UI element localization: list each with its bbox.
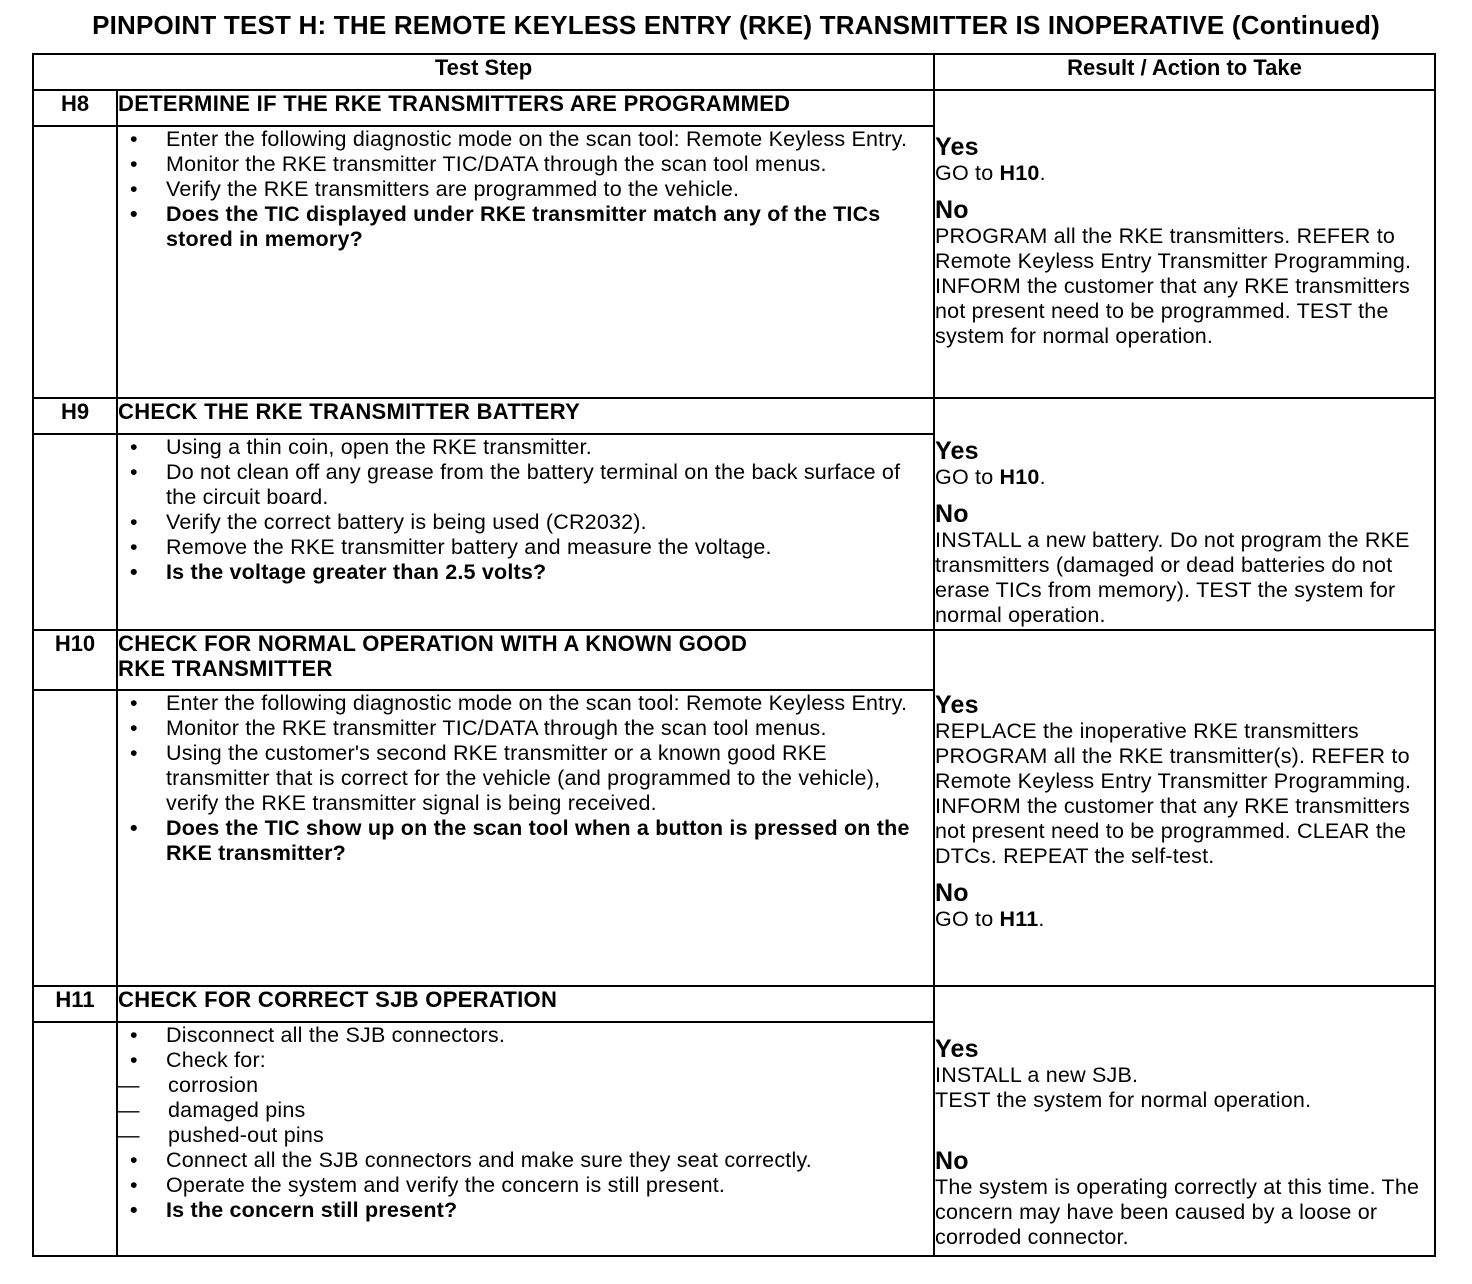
step-title: CHECK FOR NORMAL OPERATION WITH A KNOWN GOOD RKE TRANSMITTER: [117, 630, 934, 690]
step-instructions: [117, 1022, 934, 1256]
step-id: H9: [33, 398, 117, 434]
step-title-row: [33, 90, 1435, 126]
list-item: • Verify the correct battery is being used (CR2032).: [118, 510, 933, 535]
step-id: H8: [33, 90, 117, 126]
list-item: • Disconnect all the SJB connectors.: [118, 1023, 933, 1048]
list-item: • Verify the RKE transmitters are programmed to the vehicle.: [118, 177, 933, 202]
step-result: [934, 986, 1435, 1256]
step-id: H10: [33, 630, 117, 690]
step-question: • Is the concern still present?: [118, 1198, 933, 1223]
no-label: No: [935, 879, 969, 907]
no-label: No: [935, 1147, 969, 1175]
step-result: [934, 90, 1435, 398]
yes-action: GO to H10.: [935, 465, 1046, 489]
yes-label: Yes: [935, 691, 979, 719]
list-item: • Using a thin coin, open the RKE transmitter.: [118, 435, 933, 460]
pinpoint-test-table: [32, 53, 1436, 1257]
list-item: • Using the customer's second RKE transmitter or a known good RKE transmitter that is correct for the vehicle (and programmed to the vehicle), verify the RKE transmitter signal is being received.: [118, 741, 933, 816]
step-instructions: [117, 690, 934, 986]
step-instructions: [117, 126, 934, 398]
no-action: GO to H11.: [935, 907, 1045, 931]
yes-action-line: INSTALL a new SJB.: [935, 1063, 1139, 1087]
step-title-row: [33, 986, 1435, 1022]
result-header: Result / Action to Take: [934, 54, 1435, 90]
table-header-row: [33, 54, 1435, 90]
no-action: INSTALL a new battery. Do not program the RKE transmitters (damaged or dead batteries do not erase TICs from memory). TEST the system for normal operation.: [935, 528, 1410, 627]
yes-label: Yes: [935, 1035, 979, 1063]
list-item: • Do not clean off any grease from the battery terminal on the back surface of the circuit board.: [118, 460, 933, 510]
step-result: [934, 398, 1435, 630]
no-label: No: [935, 500, 969, 528]
step-title: DETERMINE IF THE RKE TRANSMITTERS ARE PROGRAMMED: [117, 90, 934, 126]
step-title: CHECK FOR CORRECT SJB OPERATION: [117, 986, 934, 1022]
step-question: • Does the TIC displayed under RKE transmitter match any of the TICs stored in memory?: [118, 202, 933, 252]
list-item: • Remove the RKE transmitter battery and measure the voltage.: [118, 535, 933, 560]
step-instructions: [117, 434, 934, 630]
list-item: • Monitor the RKE transmitter TIC/DATA through the scan tool menus.: [118, 716, 933, 741]
no-action: The system is operating correctly at this time. The concern may have been caused by a loose or corroded connector.: [935, 1175, 1420, 1249]
list-item: • Connect all the SJB connectors and make sure they seat correctly.: [118, 1148, 933, 1173]
yes-action: GO to H10.: [935, 161, 1046, 185]
step-result: [934, 630, 1435, 986]
yes-label: Yes: [935, 133, 979, 161]
no-action: PROGRAM all the RKE transmitters. REFER to Remote Keyless Entry Transmitter Programming. INFORM the customer that any RKE transmitters not present need to be programmed. TEST the system for normal operation.: [935, 224, 1412, 348]
step-question: • Is the voltage greater than 2.5 volts?: [118, 560, 933, 585]
yes-label: Yes: [935, 437, 979, 465]
sub-list-item: — damaged pins: [118, 1098, 933, 1123]
step-id: H11: [33, 986, 117, 1022]
list-item: • Enter the following diagnostic mode on the scan tool: Remote Keyless Entry.: [118, 127, 933, 152]
step-question: • Does the TIC show up on the scan tool when a button is pressed on the RKE transmitter?: [118, 816, 933, 866]
step-title: CHECK THE RKE TRANSMITTER BATTERY: [117, 398, 934, 434]
no-label: No: [935, 196, 969, 224]
list-item: • Check for: — corrosion — damaged pins — pushed-out pins: [118, 1048, 933, 1148]
yes-action: REPLACE the inoperative RKE transmitters PROGRAM all the RKE transmitter(s). REFER to Remote Keyless Entry Transmitter Programming. INFORM the customer that any RKE transmitters not present need to be programmed. CLEAR the DTCs. REPEAT the self-test.: [935, 719, 1412, 868]
yes-action-line: TEST the system for normal operation.: [935, 1088, 1312, 1112]
list-item: • Operate the system and verify the concern is still present.: [118, 1173, 933, 1198]
sub-list-item: — pushed-out pins: [118, 1123, 933, 1148]
step-title-row: [33, 398, 1435, 434]
sub-list-item: — corrosion: [118, 1073, 933, 1098]
step-title-row: [33, 630, 1435, 690]
list-item: • Enter the following diagnostic mode on the scan tool: Remote Keyless Entry.: [118, 691, 933, 716]
test-step-header: Test Step: [33, 54, 934, 90]
list-item: • Monitor the RKE transmitter TIC/DATA through the scan tool menus.: [118, 152, 933, 177]
page-title: PINPOINT TEST H: THE REMOTE KEYLESS ENTRY (RKE) TRANSMITTER IS INOPERATIVE (Continued): [92, 10, 1380, 40]
